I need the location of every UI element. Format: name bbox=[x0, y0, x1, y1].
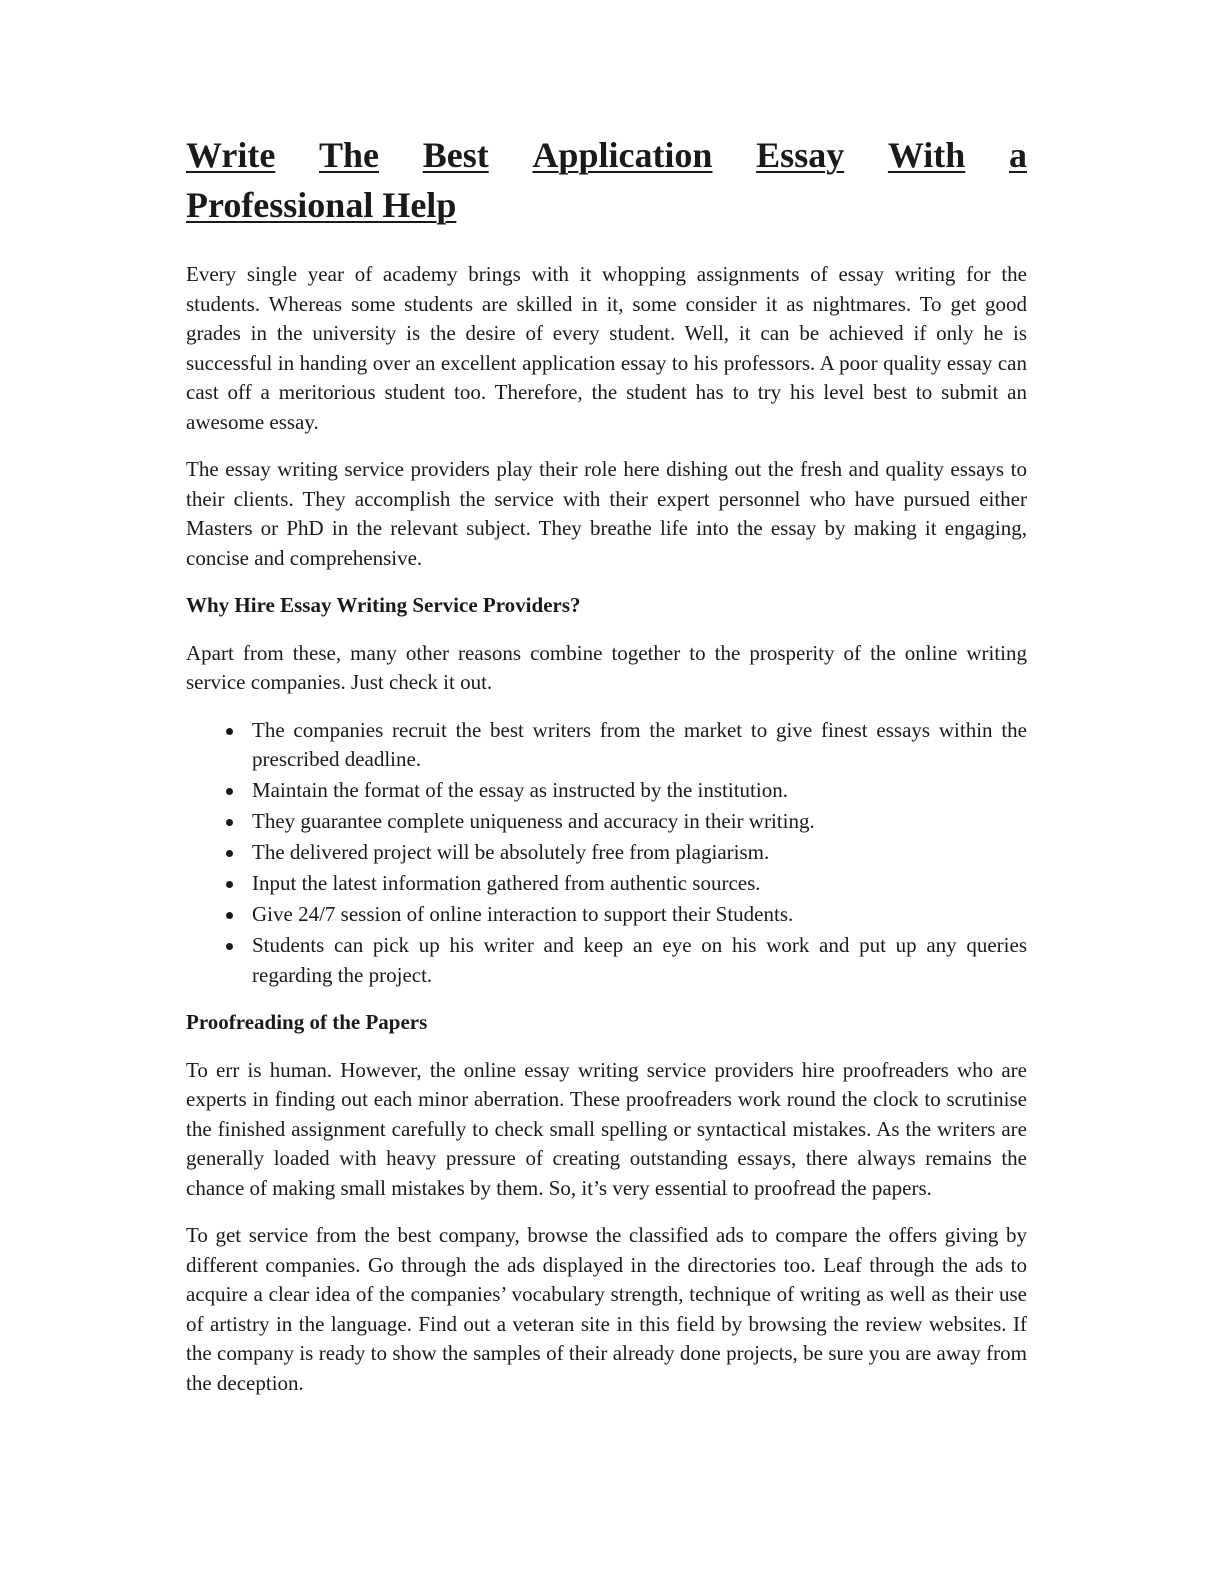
bullet-icon bbox=[226, 943, 233, 950]
list-item-text: Maintain the format of the essay as instructed by the institution. bbox=[252, 778, 788, 802]
list-item-text: They guarantee complete uniqueness and accuracy in their writing. bbox=[252, 809, 815, 833]
body-paragraph: To err is human. However, the online essay writing service providers hire proofreaders who are experts in finding out each minor aberration. These proofreaders work round the clock to scrutinise the finished assignment carefully to check small spelling or syntactical mistakes. As the writers are generally loaded with heavy pressure of creating outstanding essays, there always remains the chance of making small mistakes by them. So, it’s very essential to proofread the papers. bbox=[186, 1057, 1027, 1200]
section-heading-proofreading: Proofreading of the Papers bbox=[186, 1010, 428, 1034]
list-item bbox=[186, 931, 1027, 990]
document-page bbox=[186, 130, 1027, 1416]
title-word: With bbox=[887, 135, 966, 175]
list-item bbox=[186, 838, 1027, 868]
title-word: The bbox=[319, 135, 380, 175]
list-item bbox=[186, 900, 1027, 930]
bullet-icon bbox=[226, 912, 233, 919]
bullet-icon bbox=[226, 881, 233, 888]
bullet-icon bbox=[226, 850, 233, 857]
list-item bbox=[186, 869, 1027, 899]
bullet-icon bbox=[226, 819, 233, 826]
section-intro-paragraph: Apart from these, many other reasons combine together to the prosperity of the online writing service companies. Just check it out. bbox=[186, 640, 1027, 694]
list-item-text: The delivered project will be absolutely free from plagiarism. bbox=[252, 840, 770, 864]
title-word: Best bbox=[422, 135, 489, 175]
title-word: Write bbox=[186, 135, 276, 175]
title-line-2: Professional Help bbox=[186, 185, 457, 225]
intro-paragraph: The essay writing service providers play their role here dishing out the fresh and quality essays to their clients. They accomplish the service with their expert personnel who have pursued either Masters or PhD in the relevant subject. They breathe life into the essay by making it engaging, concise and comprehensive. bbox=[186, 457, 1027, 570]
title-word: Application bbox=[532, 135, 713, 175]
list-item bbox=[186, 807, 1027, 837]
title-line-1 bbox=[186, 130, 1027, 180]
list-item-text: The companies recruit the best writers from the market to give finest essays within the prescribed deadline. bbox=[252, 717, 1027, 771]
list-item-text: Students can pick up his writer and keep an eye on his work and put up any queries regarding the project. bbox=[252, 933, 1027, 987]
body-paragraph: To get service from the best company, browse the classified ads to compare the offers giving by different companies. Go through the ads displayed in the directories too. Leaf through the ads to acquire a clear idea of the companies’ vocabulary strength, technique of writing as well as their use of artistry in the language. Find out a veteran site in this field by browsing the review websites. If the company is ready to show the samples of their already done projects, be sure you are away from the deception. bbox=[186, 1223, 1027, 1395]
list-item-text: Input the latest information gathered from authentic sources. bbox=[252, 871, 761, 895]
document-title bbox=[186, 130, 1027, 230]
reasons-list bbox=[186, 716, 1027, 991]
list-item bbox=[186, 776, 1027, 806]
list-item bbox=[186, 716, 1027, 775]
intro-paragraph: Every single year of academy brings with it whopping assignments of essay writing for the students. Whereas some students are skilled in it, some consider it as nightmares. To get good grades in the university is the desire of every student. Well, it can be achieved if only he is successful in handing over an excellent application essay to his professors. A poor quality essay can cast off a meritorious student too. Therefore, the student has to try his level best to submit an awesome essay. bbox=[186, 262, 1027, 434]
bullet-icon bbox=[226, 788, 233, 795]
title-word: Essay bbox=[756, 135, 845, 175]
section-heading-why-hire: Why Hire Essay Writing Service Providers? bbox=[186, 593, 581, 617]
title-word: a bbox=[1008, 135, 1027, 175]
bullet-icon bbox=[226, 728, 233, 735]
list-item-text: Give 24/7 session of online interaction to support their Students. bbox=[252, 902, 794, 926]
